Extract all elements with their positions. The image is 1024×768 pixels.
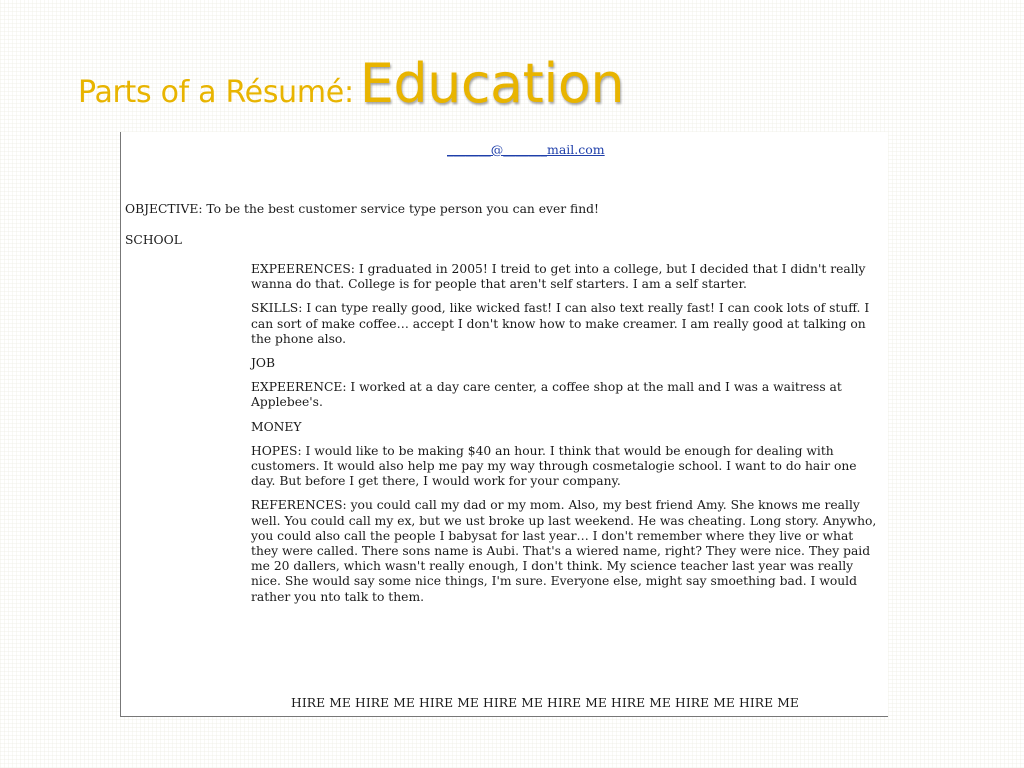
resume-hopes: HOPES: I would like to be making $40 an hour. I think that would be enough for dealing with customers. It would also help me pay my way through cosmetalogie school. I want to do hair one day. But before I get there, I would work for your company. <box>251 443 857 489</box>
resume-document-image <box>120 132 888 717</box>
resume-school-heading: SCHOOL <box>125 233 182 247</box>
resume-job-heading: JOB <box>251 356 276 371</box>
slide-title-main: Education <box>359 52 625 115</box>
slide-title-prefix: Parts of a Résumé: <box>78 75 354 110</box>
resume-objective: OBJECTIVE: To be the best customer service type person you can ever find! <box>125 202 599 216</box>
slide-title <box>78 52 624 122</box>
resume-references: REFERENCES: you could call my dad or my mom. Also, my best friend Amy. She knows me really well. You could call my ex, but we ust broke up last weekend. He was cheating. Long story. Anywho, you could also call the people I babysat for last year… I don't remember where they live or what they were called. There sons name is Aubi. That's a wiered name, right? They were nice. They paid me 20 dallers, which wasn't really enough, I don't think. My science teacher last year was really nice. She would say some nice things, I'm sure. Everyone else, might say smoething bad. I would rather you nto talk to them. <box>251 498 877 604</box>
resume-money-heading: MONEY <box>251 419 302 434</box>
resume-skills: SKILLS: I can type really good, like wicked fast! I can also text really fast! I can cook lots of stuff. I can sort of make coffee… accept I don't know how to make creamer. I am really good at talking on the phone also. <box>251 301 870 346</box>
resume-experiences: EXPEERENCES: I graduated in 2005! I treid to get into a college, but I decided that I didn't really wanna do that. College is for people that aren't self starters. I am a self starter. <box>251 262 866 292</box>
resume-closing-line: HIRE ME HIRE ME HIRE ME HIRE ME HIRE ME HIRE ME HIRE ME HIRE ME <box>291 696 800 710</box>
resume-experience: EXPEERENCE: I worked at a day care center, a coffee shop at the mall and I was a waitress at Applebee's. <box>251 380 842 410</box>
resume-body <box>251 262 883 614</box>
resume-email-link[interactable]: _______@_______mail.com <box>447 142 605 157</box>
